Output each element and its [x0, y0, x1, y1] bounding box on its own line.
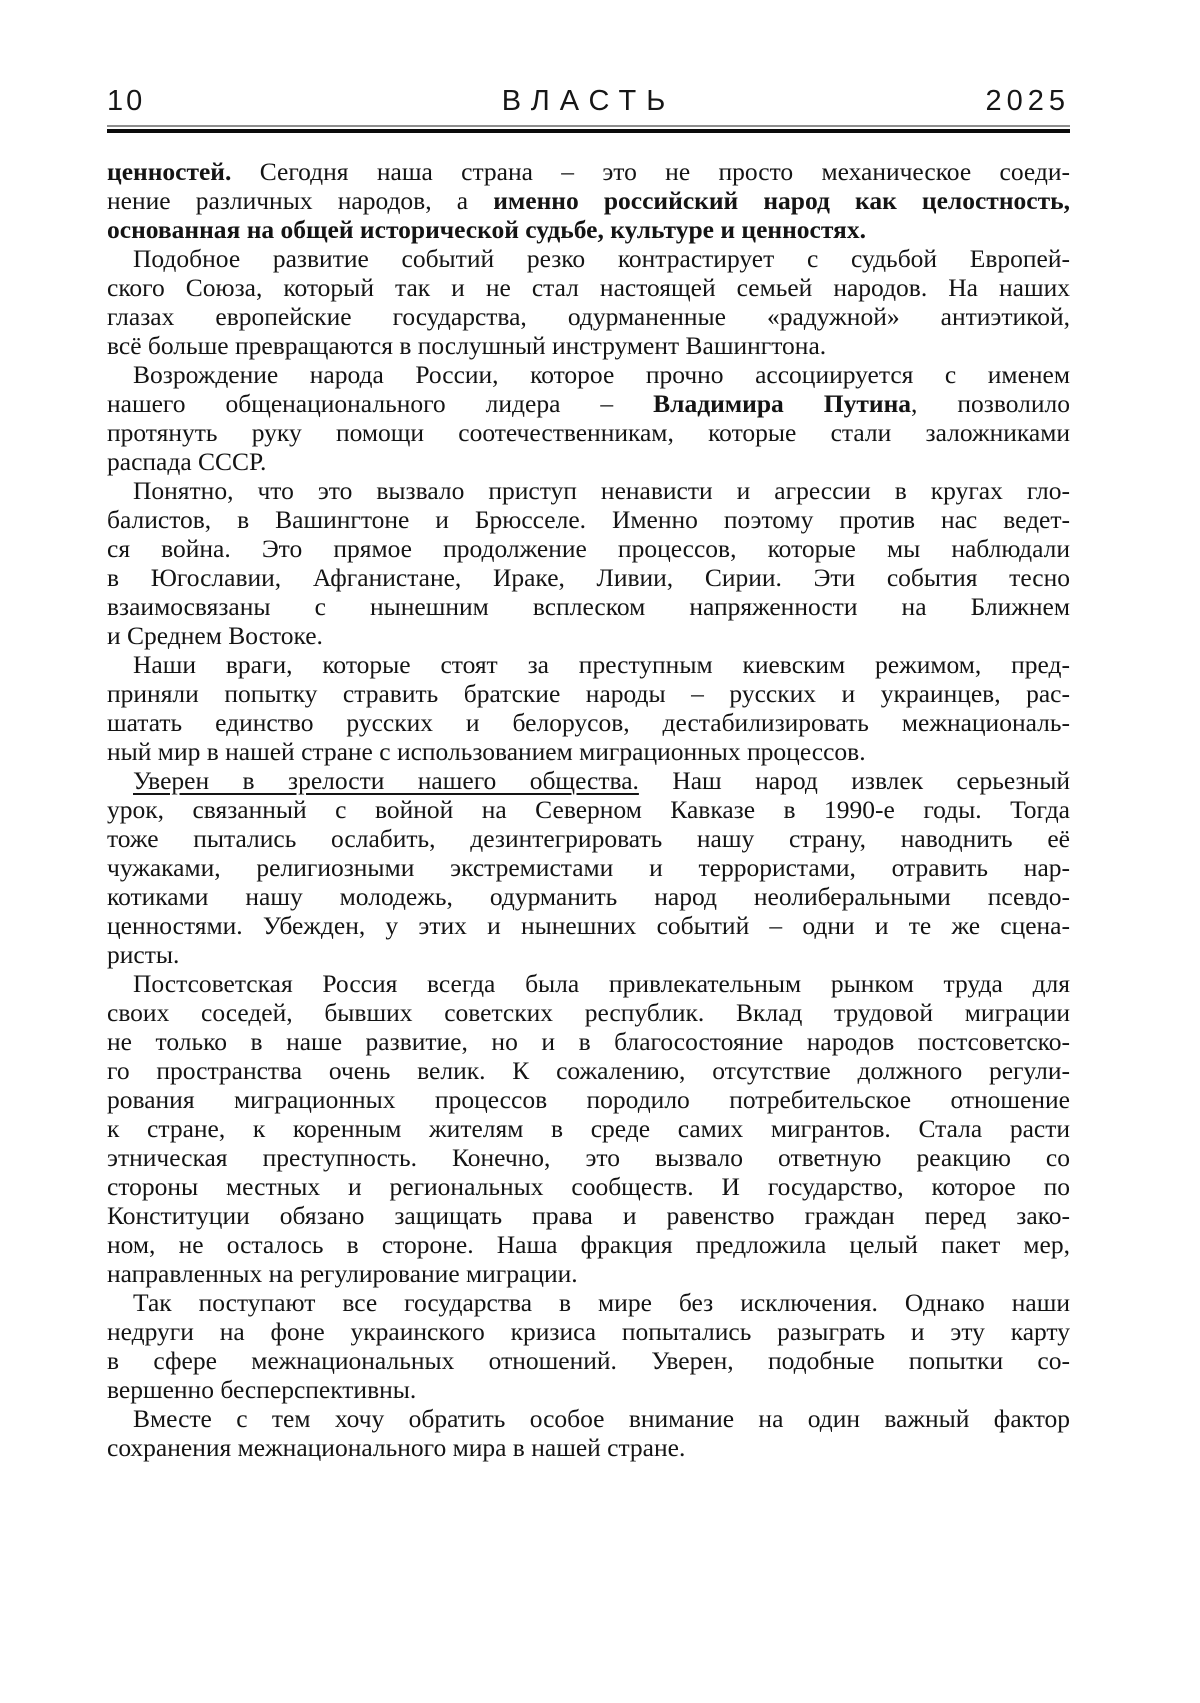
- text-segment: нашего общенационального лидера –: [107, 389, 654, 418]
- text-line: [107, 1085, 1070, 1114]
- text-segment: в сфере межнациональных отношений. Уверен, подобные попытки со-: [107, 1346, 1070, 1375]
- text-line: [107, 157, 1070, 186]
- text-segment: балистов, в Вашингтоне и Брюсселе. Именно поэтому против нас ведет-: [107, 505, 1070, 534]
- text-line: [107, 534, 1070, 563]
- text-segment: Вместе с тем хочу обратить особое внимание на один важный фактор: [133, 1404, 1070, 1433]
- text-segment: ный мир в нашей стране с использованием миграционных процессов.: [107, 737, 866, 766]
- text-line: [107, 302, 1070, 331]
- text-line: [107, 1172, 1070, 1201]
- text-line: [107, 505, 1070, 534]
- text-line: [107, 737, 1070, 766]
- text-line: [107, 331, 1070, 360]
- text-segment: шатать единство русских и белорусов, дестабилизировать межнациональ-: [107, 708, 1070, 737]
- text-segment: , позволило: [911, 389, 1070, 418]
- text-segment: тоже пытались ослабить, дезинтегрировать нашу страну, наводнить её: [107, 824, 1070, 853]
- text-segment: и Среднем Востоке.: [107, 621, 323, 650]
- text-line: [107, 621, 1070, 650]
- text-line: [107, 1288, 1070, 1317]
- text-line: [107, 1027, 1070, 1056]
- text-line: [107, 1056, 1070, 1085]
- text-segment: глазах европейские государства, одурманенные «радужной» антиэтикой,: [107, 302, 1070, 331]
- text-line: [107, 969, 1070, 998]
- page-number: 10: [107, 85, 146, 117]
- text-segment: распада СССР.: [107, 447, 267, 476]
- text-line: [107, 1433, 1070, 1462]
- text-line: [107, 215, 1070, 244]
- header-rule: [107, 125, 1070, 133]
- text-line: [107, 476, 1070, 505]
- journal-title: ВЛАСТЬ: [501, 85, 676, 117]
- paragraph: [107, 244, 1070, 360]
- paragraph: [107, 476, 1070, 650]
- text-line: [107, 766, 1070, 795]
- text-segment: направленных на регулирование миграции.: [107, 1259, 578, 1288]
- text-line: [107, 244, 1070, 273]
- text-line: [107, 1230, 1070, 1259]
- paragraph: [107, 1288, 1070, 1404]
- text-line: [107, 911, 1070, 940]
- text-segment: в Югославии, Афганистане, Ираке, Ливии, Сирии. Эти события тесно: [107, 563, 1070, 592]
- paragraph: [107, 969, 1070, 1288]
- text-segment: Наши враги, которые стоят за преступным киевским режимом, пред-: [133, 650, 1070, 679]
- text-line: [107, 389, 1070, 418]
- text-line: [107, 1114, 1070, 1143]
- paragraph: [107, 766, 1070, 969]
- text-segment: ристы.: [107, 940, 180, 969]
- text-line: [107, 1201, 1070, 1230]
- year-label: 2025: [985, 85, 1070, 117]
- text-segment: не только в наше развитие, но и в благосостояние народов постсоветско-: [107, 1027, 1070, 1056]
- text-segment: ном, не осталось в стороне. Наша фракция предложила целый пакет мер,: [107, 1230, 1070, 1259]
- paragraph: [107, 650, 1070, 766]
- text-segment: своих соседей, бывших советских республик. Вклад трудовой миграции: [107, 998, 1070, 1027]
- text-line: [107, 563, 1070, 592]
- text-segment: Подобное развитие событий резко контрастирует с судьбой Европей-: [133, 244, 1070, 273]
- text-line: [107, 708, 1070, 737]
- text-line: [107, 1259, 1070, 1288]
- paragraph: [107, 1404, 1070, 1462]
- text-segment: ценностями. Убежден, у этих и нынешних событий – одни и те же сцена-: [107, 911, 1070, 940]
- text-segment: Понятно, что это вызвало приступ ненависти и агрессии в кругах гло-: [133, 476, 1070, 505]
- underlined-text: Уверен в зрелости нашего общества.: [133, 766, 639, 795]
- text-line: [107, 447, 1070, 476]
- text-line: [107, 824, 1070, 853]
- text-line: [107, 360, 1070, 389]
- text-line: [107, 650, 1070, 679]
- text-line: [107, 592, 1070, 621]
- text-segment: нение различных народов, а: [107, 186, 494, 215]
- text-segment: чужаками, религиозными экстремистами и террористами, отравить нар-: [107, 853, 1070, 882]
- bold-text: именно российский народ как целостность,: [493, 186, 1070, 215]
- text-line: [107, 186, 1070, 215]
- header-rule-thick-line: [107, 129, 1070, 133]
- text-segment: приняли попытку стравить братские народы – русских и украинцев, рас-: [107, 679, 1070, 708]
- text-segment: Сегодня наша страна – это не просто механическое соеди-: [231, 157, 1070, 186]
- paragraph: [107, 157, 1070, 244]
- text-segment: взаимосвязаны с нынешним всплеском напряженности на Ближнем: [107, 592, 1070, 621]
- text-segment: к стране, к коренным жителям в среде самих мигрантов. Стала расти: [107, 1114, 1070, 1143]
- text-line: [107, 1143, 1070, 1172]
- text-line: [107, 418, 1070, 447]
- article-body: [107, 157, 1070, 1462]
- text-segment: Возрождение народа России, которое прочно ассоциируется с именем: [133, 360, 1070, 389]
- text-segment: рования миграционных процессов породило потребительское отношение: [107, 1085, 1070, 1114]
- text-line: [107, 998, 1070, 1027]
- text-segment: стороны местных и региональных сообществ. И государство, которое по: [107, 1172, 1070, 1201]
- bold-text: ценностей.: [107, 157, 232, 186]
- text-line: [107, 795, 1070, 824]
- text-segment: го пространства очень велик. К сожалению, отсутствие должного регули-: [107, 1056, 1070, 1085]
- text-line: [107, 1346, 1070, 1375]
- text-line: [107, 679, 1070, 708]
- text-segment: ся война. Это прямое продолжение процессов, которые мы наблюдали: [107, 534, 1070, 563]
- text-line: [107, 1317, 1070, 1346]
- text-segment: этническая преступность. Конечно, это вызвало ответную реакцию со: [107, 1143, 1070, 1172]
- text-segment: Так поступают все государства в мире без исключения. Однако наши: [133, 1288, 1070, 1317]
- text-segment: недруги на фоне украинского кризиса попытались разыграть и эту карту: [107, 1317, 1070, 1346]
- text-segment: Постсоветская Россия всегда была привлекательным рынком труда для: [133, 969, 1070, 998]
- running-head: [107, 86, 1070, 118]
- paragraph: [107, 360, 1070, 476]
- bold-text: основанная на общей исторической судьбе, культуре и ценностях.: [107, 215, 866, 244]
- text-line: [107, 882, 1070, 911]
- text-segment: урок, связанный с войной на Северном Кавказе в 1990-е годы. Тогда: [107, 795, 1070, 824]
- text-segment: Наш народ извлек серьезный: [638, 766, 1070, 795]
- text-line: [107, 1375, 1070, 1404]
- bold-text: Владимира Путина: [653, 389, 912, 418]
- text-segment: Конституции обязано защищать права и равенство граждан перед зако-: [107, 1201, 1070, 1230]
- text-segment: всё больше превращаются в послушный инструмент Вашингтона.: [107, 331, 827, 360]
- text-segment: котиками нашу молодежь, одурманить народ неолиберальными псевдо-: [107, 882, 1070, 911]
- text-line: [107, 853, 1070, 882]
- text-line: [107, 940, 1070, 969]
- text-segment: вершенно бесперспективны.: [107, 1375, 417, 1404]
- text-segment: протянуть руку помощи соотечественникам, которые стали заложниками: [107, 418, 1070, 447]
- text-line: [107, 273, 1070, 302]
- text-line: [107, 1404, 1070, 1433]
- text-segment: сохранения межнационального мира в нашей стране.: [107, 1433, 686, 1462]
- text-segment: ского Союза, который так и не стал настоящей семьей народов. На наших: [107, 273, 1070, 302]
